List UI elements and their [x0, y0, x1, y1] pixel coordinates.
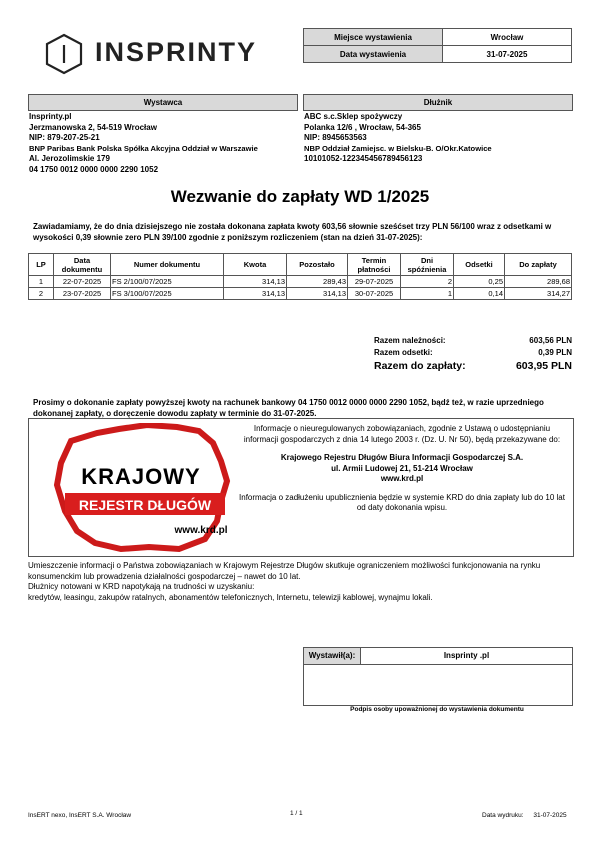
- krd-logo-url: www.krd.pl: [174, 525, 228, 536]
- cell: FS 3/100/07/2025: [111, 288, 224, 300]
- cell: 314,13: [224, 288, 287, 300]
- col-header: Kwota: [224, 254, 287, 276]
- krd-box: [28, 418, 574, 557]
- cell: 289,68: [505, 276, 572, 288]
- payment-request: Prosimy o dokonanie zapłaty powyższej kwoty na rachunek bankowy 04 1750 0012 0000 0000 2290 1052, bądź też, w razie uprzedniego dokonanej zapłaty, o doręczenie dowodu zapłaty w terminie do 31-07-2025.: [33, 398, 544, 418]
- cell: 0,25: [454, 276, 505, 288]
- table-row: [29, 288, 572, 300]
- cell: 29-07-2025: [348, 276, 401, 288]
- interest-value: 0,39 PLN: [538, 348, 572, 357]
- cell: 22-07-2025: [54, 276, 111, 288]
- date-value: 31-07-2025: [443, 46, 572, 63]
- cell: 289,43: [287, 276, 348, 288]
- seller-header: Wystawca: [28, 94, 298, 111]
- col-header: Do zapłaty: [505, 254, 572, 276]
- cell: 314,27: [505, 288, 572, 300]
- krd-text: [239, 424, 565, 514]
- krd-paragraph: Informacja o zadłużeniu upublicznienia będzie w systemie KRD do dnia zapłaty lub do 10 lat od daty dokonania wpisu.: [239, 492, 565, 512]
- topay-value: 603,95 PLN: [515, 360, 572, 372]
- krd-logo-mid: REJESTR DŁUGÓW: [78, 497, 212, 513]
- seller-line: NIP: 879-207-25-21: [29, 133, 100, 142]
- debtor-line: ABC s.c.Sklep spożywczy: [304, 112, 403, 121]
- print-date-value: 31-07-2025: [533, 812, 567, 819]
- dues-value: 603,56 PLN: [529, 336, 572, 345]
- col-header: Numer dokumentu: [111, 254, 224, 276]
- krd-org-address: ul. Armii Ludowej 21, 51-214 Wrocław: [331, 463, 473, 473]
- place-label: Miejsce wystawienia: [304, 29, 443, 46]
- cell: 1: [29, 276, 54, 288]
- signature-box: [303, 647, 573, 706]
- krd-logo-top: KRAJOWY: [81, 464, 201, 489]
- signature-caption: Podpis osoby upoważnionej do wystawienia dokumentu: [350, 706, 524, 713]
- topay-label: Razem do zapłaty:: [374, 360, 466, 372]
- totals: [374, 336, 572, 372]
- debtor-line: Polanka 12/6 , Wrocław, 54-365: [304, 122, 421, 132]
- intro-text: Zawiadamiamy, że do dnia dzisiejszego nie została dokonana zapłata kwoty 603,56 słownie sześćset trzy PLN 56/100 wraz z odsetkami w wysokości 0,39 słownie zero PLN 39/100 zgodnie z poniższym rozliczeniem (stan na dzień 31-07-2025):: [33, 222, 552, 242]
- invoice-table: [28, 253, 572, 300]
- document-title: Wezwanie do zapłaty WD 1/2025: [170, 187, 430, 206]
- cell: 2: [29, 288, 54, 300]
- krd-org-name: Krajowego Rejestru Długów Biura Informacji Gospodarczej S.A.: [280, 453, 524, 462]
- debtor-line: 10101052-122345456789456123: [304, 154, 423, 163]
- debtor-line: NBP Oddział Zamiejsc. w Bielsku-B. O/Okr.Katowice: [304, 143, 492, 153]
- logo-text: INSPRINTY: [95, 37, 258, 67]
- debtor-line: NIP: 8945653563: [304, 133, 367, 142]
- cell: 30-07-2025: [348, 288, 401, 300]
- krd-logo: [49, 423, 234, 553]
- seller-line: 04 1750 0012 0000 0000 2290 1052: [29, 164, 159, 174]
- footer-left: InsERT nexo, InsERT S.A. Wrocław: [28, 812, 132, 819]
- print-date: [482, 812, 567, 819]
- signature-value: Insprinty .pl: [361, 648, 572, 665]
- table-row: [29, 276, 572, 288]
- notice-line: Dłużnicy notowani w KRD napotykają na trudności w uzyskaniu:: [28, 582, 255, 591]
- debtor-header: Dłużnik: [303, 94, 573, 111]
- col-header: Pozostało: [287, 254, 348, 276]
- col-header: Dni spóźnienia: [401, 254, 454, 276]
- krd-notice: [28, 561, 574, 603]
- issue-info: [303, 28, 572, 63]
- cell: 314,13: [287, 288, 348, 300]
- debtor-block: [304, 112, 574, 165]
- notice-line: kredytów, leasingu, zakupów ratalnych, abonamentów telefonicznych, Internetu, telewizji kablowej, wynajmu lokali.: [28, 592, 433, 602]
- logo: [44, 33, 264, 73]
- logo-hexagon-icon: [44, 33, 84, 75]
- page-number: 1 / 1: [290, 810, 303, 817]
- seller-block: [29, 112, 301, 175]
- cell: FS 2/100/07/2025: [111, 276, 224, 288]
- krd-org-url: www.krd.pl: [380, 474, 424, 483]
- cell: 23-07-2025: [54, 288, 111, 300]
- seller-line: Insprinty.pl: [29, 112, 72, 121]
- table-header-row: [29, 254, 572, 276]
- seller-line: BNP Paribas Bank Polska Spółka Akcyjna Oddział w Warszawie: [29, 143, 258, 153]
- col-header: Odsetki: [454, 254, 505, 276]
- krd-paragraph: Informacje o nieuregulowanych zobowiązaniach, zgodnie z Ustawą o udostępnianiu informacji gospodarczych z dnia 14 lutego 2003 r. (Dz. U. Nr 50), będą przekazywane do:: [243, 424, 561, 444]
- interest-label: Razem odsetki:: [374, 348, 433, 357]
- seller-line: Al. Jerozolimskie 179: [29, 154, 110, 163]
- cell: 0,14: [454, 288, 505, 300]
- place-value: Wrocław: [443, 29, 572, 46]
- cell: 1: [401, 288, 454, 300]
- col-header: Data dokumentu: [54, 254, 111, 276]
- print-date-label: Data wydruku:: [482, 812, 524, 819]
- col-header: LP: [29, 254, 54, 276]
- date-label: Data wystawienia: [304, 46, 443, 63]
- seller-line: Jerzmanowska 2, 54-519 Wrocław: [29, 122, 157, 132]
- notice-line: Umieszczenie informacji o Państwa zobowiązaniach w Krajowym Rejestrze Długów skutkuje ograniczeniem możliwości funkcjonowania na rynku konsumenckim lub prowadzenia działalności gospodarczej – nawet do 10 lat.: [28, 561, 541, 581]
- cell: 314,13: [224, 276, 287, 288]
- dues-label: Razem należności:: [374, 336, 446, 345]
- col-header: Termin płatności: [348, 254, 401, 276]
- cell: 2: [401, 276, 454, 288]
- signature-label: Wystawił(a):: [304, 648, 361, 665]
